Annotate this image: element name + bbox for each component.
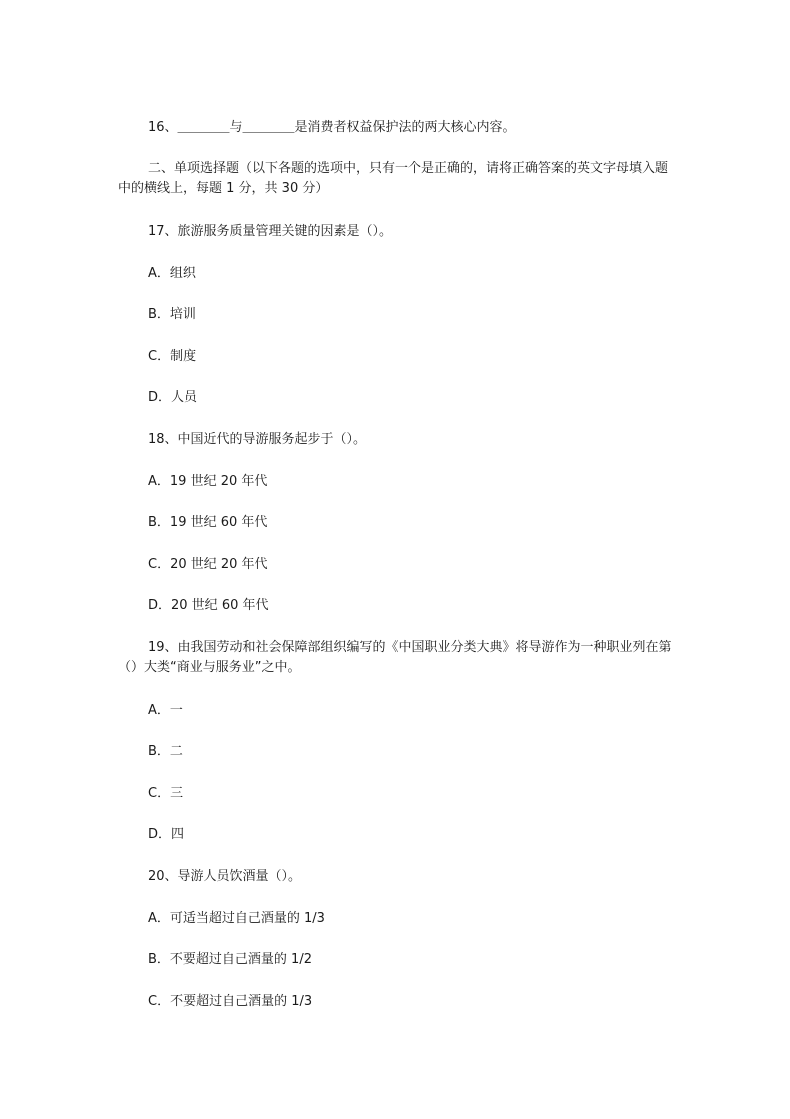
question-18-option-b: B．19 世纪 60 年代 <box>148 515 268 530</box>
question-19-option-b: B．二 <box>148 744 183 759</box>
question-17-option-b: B．培训 <box>148 307 196 322</box>
question-18-option-d: D．20 世纪 60 年代 <box>148 598 269 613</box>
question-20-option-c: C．不要超过自己酒量的 1/3 <box>148 994 313 1009</box>
question-19-option-c: C．三 <box>148 786 184 801</box>
question-20-stem: 20、导游人员饮酒量（）。 <box>148 869 302 884</box>
question-20-option-a: A．可适当超过自己酒量的 1/3 <box>148 911 325 926</box>
question-17-stem: 17、旅游服务质量管理关键的因素是（）。 <box>148 224 393 239</box>
question-17-option-d: D．人员 <box>148 390 198 405</box>
question-19-option-d: D．四 <box>148 827 185 842</box>
question-18-option-a: A．19 世纪 20 年代 <box>148 474 268 489</box>
question-17-option-c: C．制度 <box>148 349 197 364</box>
question-18-option-c: C．20 世纪 20 年代 <box>148 557 268 572</box>
question-17-option-a: A．组织 <box>148 266 196 281</box>
question-18-stem: 18、中国近代的导游服务起步于（）。 <box>148 432 367 447</box>
question-19-stem: 19、由我国劳动和社会保障部组织编写的《中国职业分类大典》将导游作为一种职业列在第（）大类“商业与服务业”之中。 <box>118 640 672 675</box>
question-19-option-a: A．一 <box>148 703 183 718</box>
question-16: 16、＿＿＿＿与＿＿＿＿是消费者权益保护法的两大核心内容。 <box>148 120 516 135</box>
section-2-heading: 二、单项选择题（以下各题的选项中，只有一个是正确的，请将正确答案的英文字母填入题中的横线上，每题 1 分，共 30 分） <box>118 161 669 196</box>
question-20-option-b: B．不要超过自己酒量的 1/2 <box>148 952 312 967</box>
